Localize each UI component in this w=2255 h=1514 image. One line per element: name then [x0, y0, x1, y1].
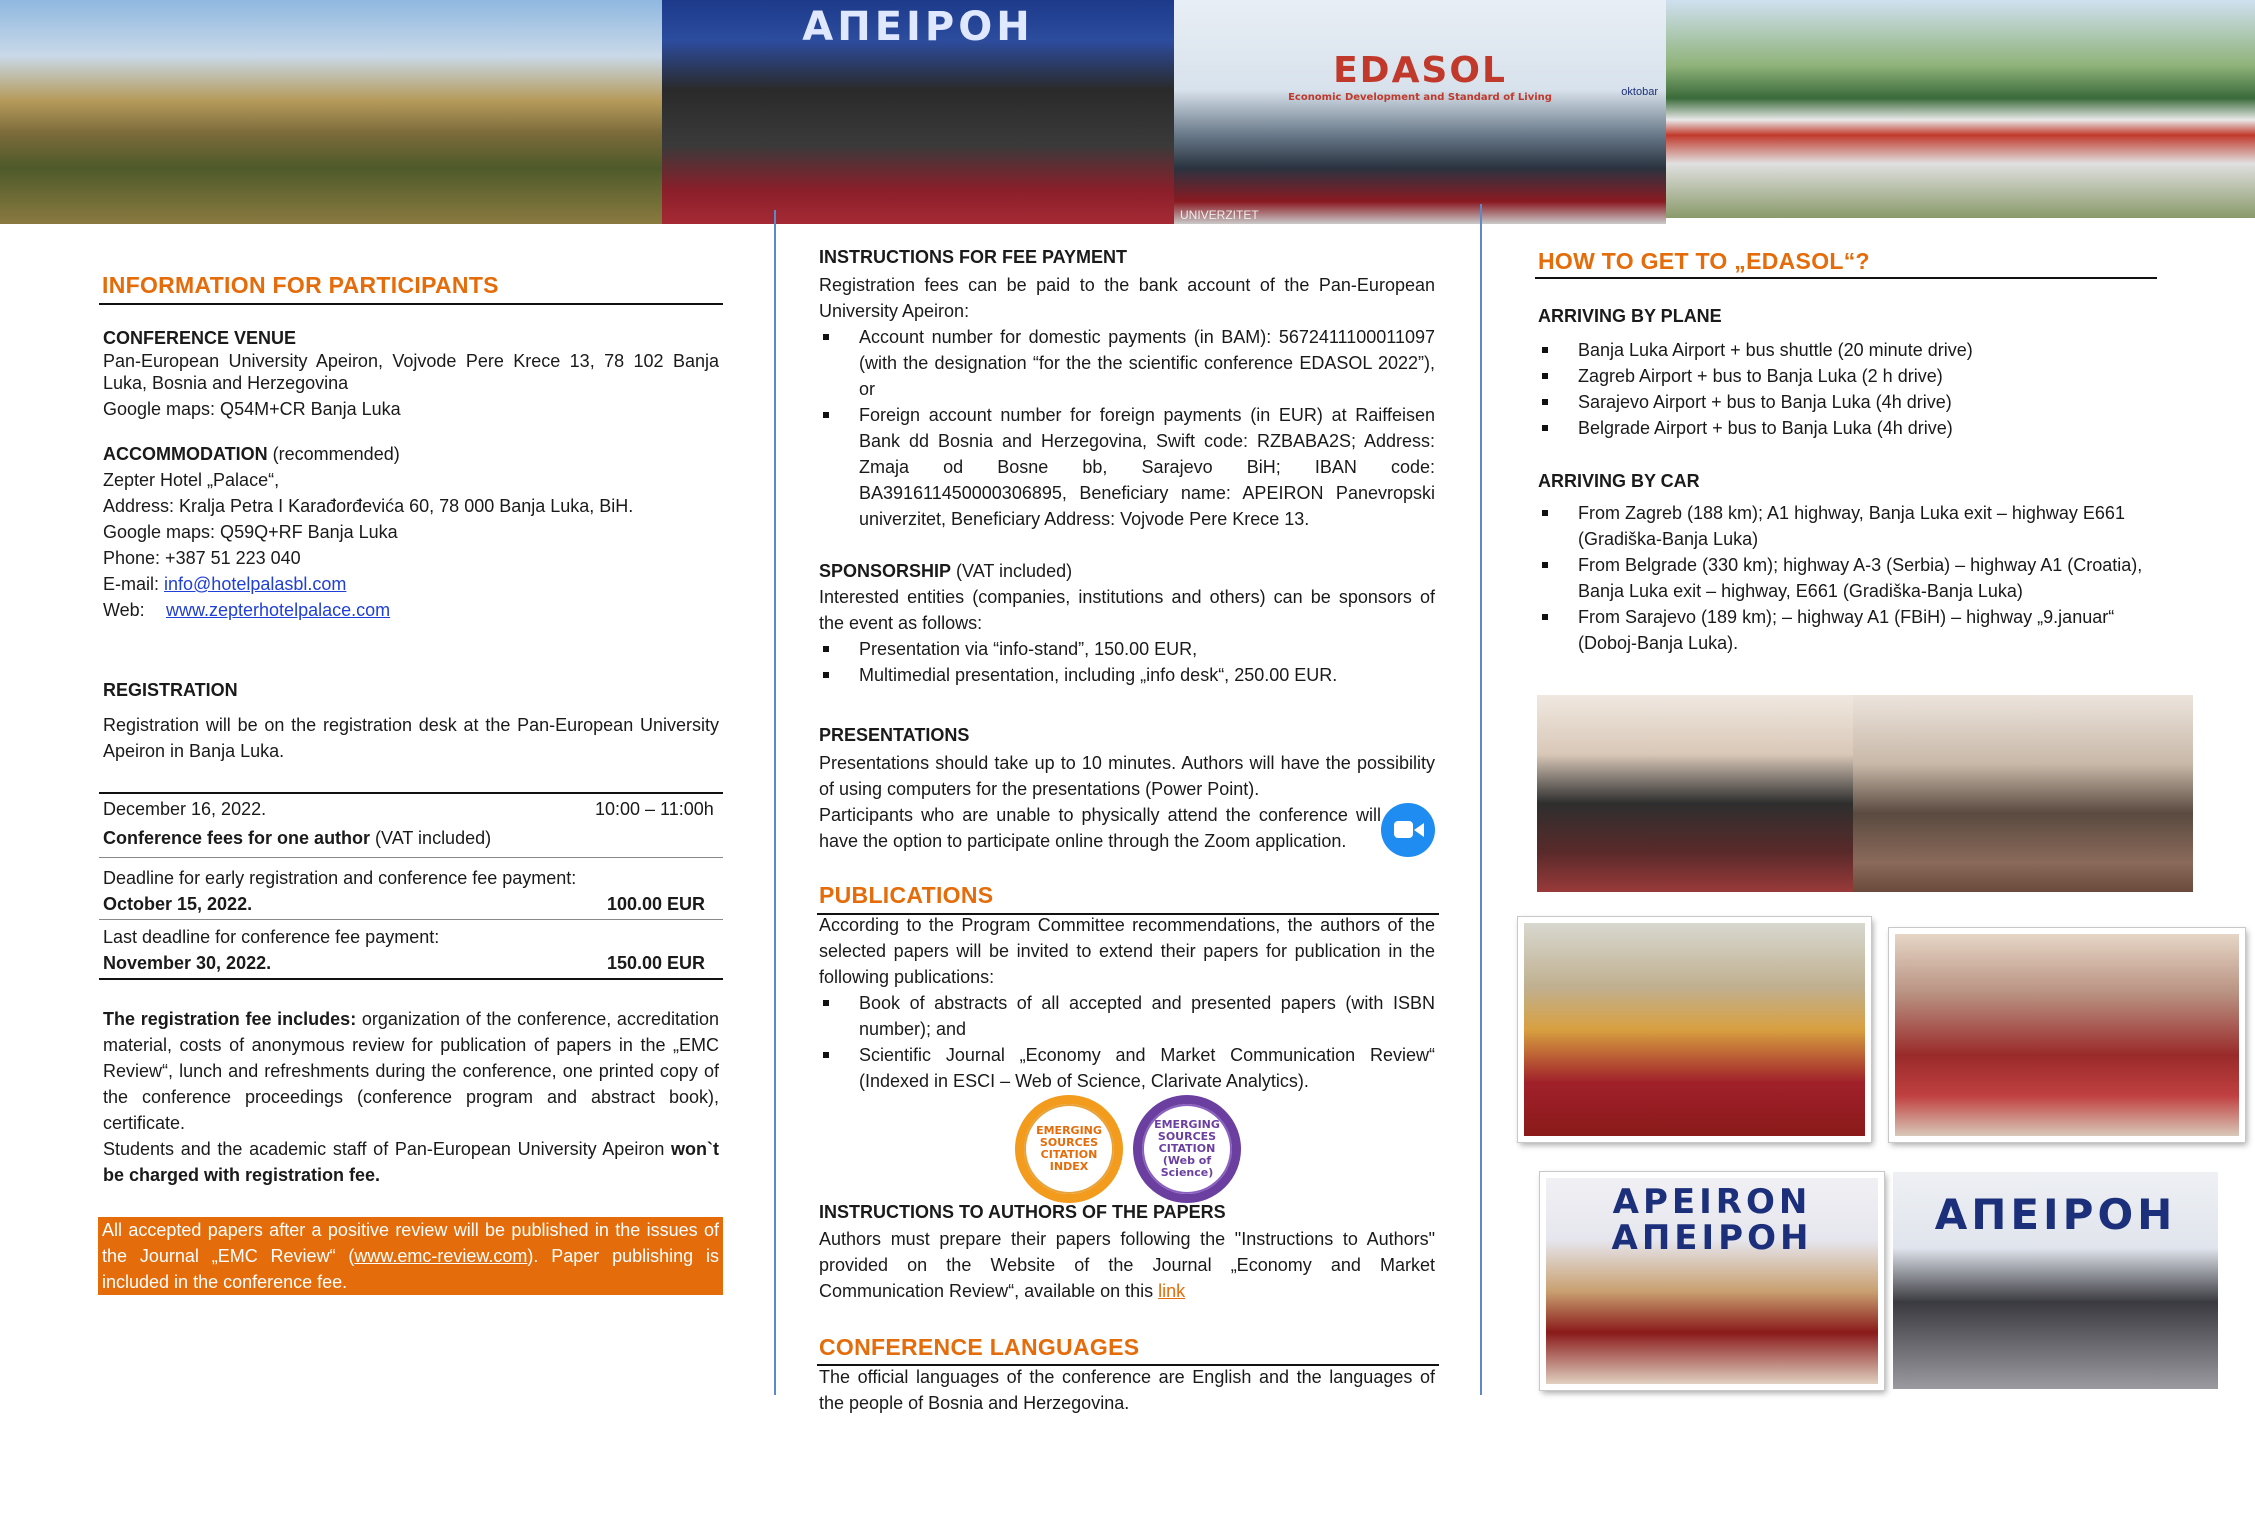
- publication-notice-box: [98, 1217, 723, 1295]
- registration-text: Registration will be on the registration desk at the Pan-European University Apeiron in Banja Luka.: [103, 715, 719, 761]
- fees-title: Conference fees for one author: [103, 828, 371, 848]
- list-item: From Belgrade (330 km); highway A-3 (Serbia) – highway A1 (Croatia), Banja Luka exit – highway, E661 (Gradiška-Banja Luka): [1538, 552, 2158, 604]
- list-item: Scientific Journal „Economy and Market Communication Review“ (Indexed in ESCI – Web of Science, Clarivate Analytics).: [819, 1042, 1435, 1094]
- car-title: ARRIVING BY CAR: [1538, 471, 1700, 491]
- sponsorship-intro: Interested entities (companies, institutions and others) can be sponsors of the event as follows:: [819, 587, 1435, 633]
- venue-address: Pan-European University Apeiron, Vojvode Pere Krece 13, 78 102 Banja Luka, Bosnia and Herzegovina: [103, 351, 719, 393]
- authors-text: Authors must prepare their papers following the "Instructions to Authors" provided on the Website of the Journal „Economy and Market Communication Review“, available on this: [819, 1229, 1435, 1301]
- fees-note: (VAT included): [370, 828, 492, 848]
- early-date: October 15, 2022.: [103, 894, 253, 914]
- plane-title: ARRIVING BY PLANE: [1538, 306, 1722, 326]
- hotel-web-row: [103, 597, 390, 623]
- list-item: Foreign account number for foreign payments (in EUR) at Raiffeisen Bank dd Bosnia and Herzegovina, Swift code: RZBABA2S; Address: Zmaja od Bosne bb, Sarajevo BiH; IBAN code: BA391611450000306895, Beneficiary name: APEIRON Panevropski univerzitet, Beneficiary Address: Vojvode Pere Krece 13.: [819, 402, 1435, 532]
- how-to-get-rule: [1535, 277, 2157, 279]
- photo-building: [1666, 0, 2255, 218]
- photo-students: [1893, 1172, 2218, 1389]
- apeiron-caption-cyr: AΠΕΙΡΟΗ: [1611, 1218, 1813, 1258]
- photo-panel-sub: Economic Development and Standard of Living: [1288, 92, 1552, 103]
- registration-date: December 16, 2022.: [103, 799, 267, 819]
- authors-link[interactable]: link: [1158, 1281, 1186, 1301]
- hotel-phone: Phone: +387 51 223 040: [103, 548, 301, 568]
- photo-panel-date: oktobar: [1621, 86, 1658, 98]
- fee-includes-text: organization of the conference, accreditation material, costs of anonymous review for publication of papers in the „EMC Review“, lunch and refreshments during the conference, one printed copy of the conference proceedings (conference program and abstract book), certificate.: [103, 1009, 719, 1133]
- heading-rule: [99, 303, 723, 305]
- presentations-text-2: Participants who are unable to physically attend the conference will have the option to participate online through the Zoom application.: [819, 805, 1381, 851]
- hotel-email-row: [103, 571, 346, 597]
- column-divider-left: [774, 210, 776, 1395]
- photo-panel-table: UNIVERZITET: [1180, 208, 1259, 222]
- list-item: Book of abstracts of all accepted and presented papers (with ISBN number); and: [819, 990, 1435, 1042]
- early-label: Deadline for early registration and conference fee payment:: [103, 868, 577, 888]
- web-label: Web:: [103, 600, 145, 620]
- fee-includes-lead: The registration fee includes:: [103, 1009, 357, 1029]
- accommodation-note: (recommended): [267, 444, 400, 464]
- list-item: Sarajevo Airport + bus to Banja Luka (4h drive): [1538, 389, 2158, 415]
- registration-time: 10:00 – 11:00h: [595, 799, 714, 819]
- column-divider-right: [1480, 204, 1482, 1395]
- accommodation-title: ACCOMMODATION: [103, 444, 268, 464]
- list-item: Presentation via “info-stand”, 150.00 EUR,: [819, 636, 1435, 662]
- photo-conference-panel: [1537, 695, 1853, 892]
- how-to-get-heading: HOW TO GET TO „EDASOL“?: [1538, 248, 1870, 274]
- students-bold: won`t be charged with registration fee.: [103, 1139, 719, 1185]
- languages-heading: CONFERENCE LANGUAGES: [819, 1334, 1140, 1360]
- fee-table-top-rule: [99, 792, 723, 794]
- photo-panel-caption: EDASOL: [1333, 50, 1507, 91]
- presentations-text-1: Presentations should take up to 10 minutes. Authors will have the possibility of using computers for the presentations (Power Point).: [819, 753, 1435, 799]
- late-date: November 30, 2022.: [103, 953, 272, 973]
- photo-group: [662, 0, 1174, 224]
- fee-payment-title: INSTRUCTIONS FOR FEE PAYMENT: [819, 247, 1128, 267]
- publications-intro: According to the Program Committee recommendations, the authors of the selected papers will be invited to extend their papers for publication in the following publications:: [819, 915, 1435, 987]
- hotel-web-link[interactable]: www.zepterhotelpalace.com: [166, 600, 391, 620]
- authors-instructions-title: INSTRUCTIONS TO AUTHORS OF THE PAPERS: [819, 1202, 1226, 1222]
- sponsorship-note: (VAT included): [951, 561, 1073, 581]
- list-item: From Zagreb (188 km); A1 highway, Banja Luka exit – highway E661 (Gradiška-Banja Luka): [1538, 500, 2158, 552]
- fee-includes: [103, 1006, 719, 1136]
- fees-heading: [103, 825, 491, 851]
- plane-list: [1538, 337, 2158, 441]
- students-text: Students and the academic staff of Pan-European University Apeiron: [103, 1139, 672, 1159]
- photo-conference-audience: [1853, 695, 2193, 892]
- notice-text-1: All accepted papers after a positive review will be published in the issues of the Journal „EMC Review“ (: [102, 1220, 719, 1266]
- photo-buffet: [1889, 928, 2245, 1142]
- venue-title: CONFERENCE VENUE: [103, 328, 297, 348]
- venue-maps: Google maps: Q54M+CR Banja Luka: [103, 399, 401, 419]
- esci-wos-badge-icon: EMERGING SOURCES CITATION (Web of Science): [1133, 1095, 1241, 1203]
- list-item: Belgrade Airport + bus to Banja Luka (4h drive): [1538, 415, 2158, 441]
- email-label: E-mail:: [103, 574, 165, 594]
- sponsorship-heading: [819, 558, 1072, 584]
- notice-text-2: ). Paper publishing is included in the conference fee.: [102, 1246, 720, 1292]
- late-fee: 150.00 EUR: [607, 953, 706, 973]
- fee-table-rule-3: [99, 919, 723, 920]
- sponsorship-title: SPONSORSHIP: [819, 561, 952, 581]
- languages-text: The official languages of the conference are English and the languages of the people of Bosnia and Herzegovina.: [819, 1367, 1435, 1413]
- info-participants-heading: INFORMATION FOR PARTICIPANTS: [102, 272, 499, 298]
- early-fee: 100.00 EUR: [607, 894, 706, 914]
- presentations-title: PRESENTATIONS: [819, 725, 970, 745]
- emc-review-link[interactable]: www.emc-review.com: [354, 1246, 528, 1266]
- car-list: [1538, 500, 2158, 656]
- photo-food-display: [1518, 917, 1871, 1142]
- sponsorship-list: [819, 636, 1435, 688]
- hotel-maps: Google maps: Q59Q+RF Banja Luka: [103, 522, 398, 542]
- fee-table-rule-2: [99, 857, 723, 858]
- photo-castle: [0, 0, 662, 224]
- list-item: Banja Luka Airport + bus shuttle (20 minute drive): [1538, 337, 2158, 363]
- accommodation-heading: [103, 441, 400, 467]
- hotel-name: Zepter Hotel „Palace“,: [103, 470, 280, 490]
- apeiron-caption-students: AΠΕΙΡΟΗ: [1934, 1190, 2177, 1239]
- hotel-address: Address: Kralja Petra I Karađorđevića 60, 78 000 Banja Luka, BiH.: [103, 496, 634, 516]
- fee-table-bottom-rule: [99, 978, 723, 980]
- list-item: Zagreb Airport + bus to Banja Luka (2 h drive): [1538, 363, 2158, 389]
- list-item: Multimedial presentation, including „info desk“, 250.00 EUR.: [819, 662, 1435, 688]
- registration-title: REGISTRATION: [103, 680, 238, 700]
- list-item: Account number for domestic payments (in BAM): 5672411100011097 (with the designation “for the the scientific conference EDASOL 2022”), or: [819, 324, 1435, 402]
- fee-payment-intro: Registration fees can be paid to the bank account of the Pan-European University Apeiron:: [819, 275, 1435, 321]
- photo-folk-dance: [1540, 1172, 1884, 1390]
- publications-list: [819, 990, 1435, 1094]
- photo-panel: [1174, 0, 1666, 224]
- photo-group-caption: AΠΕΙΡΟΗ: [802, 4, 1034, 50]
- students-note: [103, 1136, 719, 1188]
- fee-payment-list: [819, 324, 1435, 532]
- late-label: Last deadline for conference fee payment:: [103, 927, 440, 947]
- publications-heading: PUBLICATIONS: [819, 882, 994, 908]
- list-item: From Sarajevo (189 km); – highway A1 (FBiH) – highway „9.januar“ (Doboj-Banja Luka).: [1538, 604, 2158, 656]
- authors-instructions-text: [819, 1226, 1435, 1304]
- hotel-email-link[interactable]: info@hotelpalasbl.com: [164, 574, 347, 594]
- esci-badge-icon: EMERGING SOURCES CITATION INDEX: [1015, 1095, 1123, 1203]
- zoom-icon: [1381, 803, 1435, 857]
- apeiron-caption-latin: APEIRON: [1612, 1182, 1812, 1222]
